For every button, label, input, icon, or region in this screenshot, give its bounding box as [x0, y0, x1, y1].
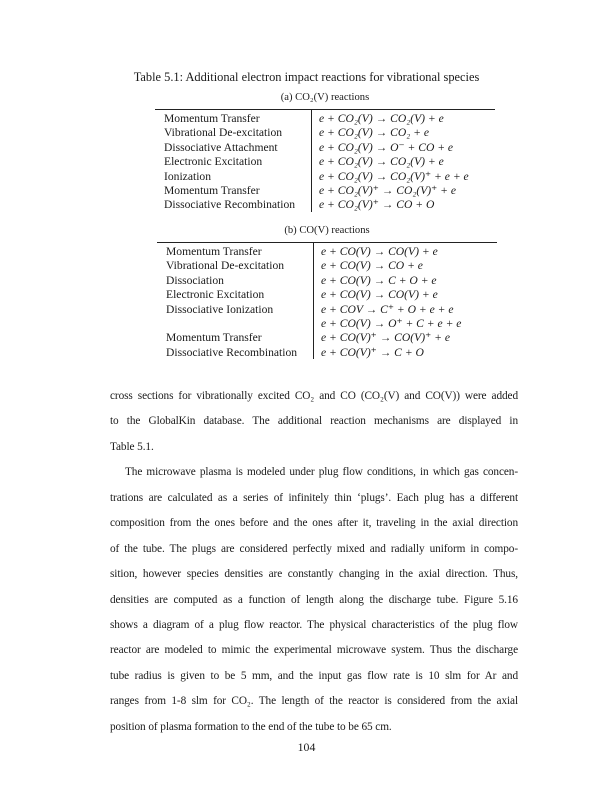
table-row — [155, 155, 495, 169]
text-line: to the GlobalKin database. The additional reaction mechanisms are displayed in — [110, 415, 518, 428]
table-row — [155, 141, 495, 155]
row-reactions — [313, 346, 497, 360]
text-line: position of plasma formation to the end of the tube to be 65 cm. — [110, 720, 392, 733]
reaction-formula: e + CO(V) → C + O + e — [321, 273, 437, 287]
text-line: cross sections for vibrationally excited CO₂ and CO (CO₂(V) and CO(V)) were added — [110, 390, 518, 402]
page-number: 104 — [297, 740, 316, 754]
text-line: ranges from 1-8 slm for CO₂. The length of the reactor is considered from the axial — [110, 695, 518, 708]
text-line: trations are calculated as a series of infinitely thin ‘plugs’. Each plug has a different — [110, 491, 518, 504]
row-label: Momentum Transfer — [164, 184, 260, 198]
reaction-formula: e + CO₂(V) → CO₂(V) + e — [319, 155, 444, 169]
reaction-formula: e + CO₂(V)⁺ → CO + O — [319, 198, 435, 212]
row-reactions — [311, 198, 495, 212]
table-row — [155, 112, 495, 126]
text-line: Table 5.1. — [110, 440, 154, 453]
table-row — [157, 245, 497, 259]
table-row — [157, 331, 497, 345]
reaction-formula: e + CO₂(V) → CO₂(V)⁺ + e + e — [319, 169, 469, 183]
row-label: Momentum Transfer — [164, 112, 260, 125]
row-reactions — [313, 288, 497, 302]
row-label: Dissociative Recombination — [166, 345, 298, 359]
reaction-formula: e + CO(V) → CO(V) + e — [321, 245, 438, 258]
subtable-caption: (a) CO₂(V) reactions — [280, 92, 370, 103]
table-row — [155, 198, 495, 212]
text-line: shows a diagram of a plug flow reactor. The physical characteristics of the plug flow — [110, 618, 518, 631]
reaction-formula: e + CO₂(V)⁺ → CO₂(V)⁺ + e — [319, 184, 457, 198]
row-label: Dissociation — [166, 273, 224, 287]
reaction-formula: e + CO(V) → O⁺ + C + e + e — [321, 317, 462, 331]
row-reactions — [311, 170, 495, 184]
reaction-formula: e + CO₂(V) → O⁻ + CO + e — [319, 140, 454, 154]
row-reactions — [313, 274, 497, 288]
reaction-formula: e + CO₂(V) → CO₂(V) + e — [319, 112, 444, 125]
subtable-rows — [157, 242, 497, 360]
row-reactions — [313, 331, 497, 345]
subtable-a — [155, 92, 495, 213]
table-row — [157, 346, 497, 360]
table-row — [155, 170, 495, 184]
reaction-formula: e + CO(V)⁺ → CO(V)⁺ + e — [321, 331, 450, 345]
row-reactions — [311, 112, 495, 126]
row-label: Dissociative Recombination — [164, 198, 296, 212]
row-reactions — [311, 155, 495, 169]
body-text — [110, 384, 518, 740]
table-row — [157, 303, 497, 332]
table-row — [157, 259, 497, 273]
text-line: reactor are modeled to mimic the experimental microwave system. Thus the discharge — [110, 644, 518, 657]
row-reactions — [311, 126, 495, 140]
row-label: Ionization — [164, 169, 212, 183]
row-reactions — [313, 303, 497, 332]
subtable-b — [157, 225, 497, 360]
row-label: Electronic Excitation — [164, 155, 263, 169]
text-line: sition, however species densities are constantly changing in the axial direction. Thus, — [110, 568, 518, 581]
column-divider — [313, 243, 314, 359]
reaction-formula: e + CO₂(V) → CO₂ + e — [319, 126, 429, 140]
table-row — [155, 126, 495, 140]
text-line: tube radius is given to be 5 mm, and the input gas flow rate is 10 slm for Ar and — [110, 669, 518, 682]
reaction-formula: e + CO(V) → CO + e — [321, 259, 423, 273]
row-reactions — [313, 245, 497, 259]
table-caption: Table 5.1: Additional electron impact reactions for vibrational species — [133, 70, 480, 84]
table-row — [157, 288, 497, 302]
column-divider — [311, 110, 312, 212]
row-label: Dissociative Ionization — [166, 302, 274, 316]
text-line: The microwave plasma is modeled under plug flow conditions, in which gas concen- — [125, 466, 518, 479]
table-row — [157, 274, 497, 288]
subtable-caption: (b) CO(V) reactions — [284, 225, 370, 236]
row-label: Vibrational De-excitation — [166, 259, 285, 273]
row-label: Dissociative Attachment — [164, 140, 278, 154]
row-reactions — [311, 141, 495, 155]
text-line: composition from the ones before and the ones after it, traveling in the axial direction — [110, 517, 518, 530]
reaction-formula: e + CO(V)⁺ → C + O — [321, 345, 424, 359]
subtable-rows — [155, 109, 495, 213]
reaction-formula: e + COV → C⁺ + O + e + e — [321, 302, 454, 316]
reaction-formula: e + CO(V) → CO(V) + e — [321, 288, 438, 302]
row-label: Electronic Excitation — [166, 288, 265, 302]
row-reactions — [311, 184, 495, 198]
row-label: Vibrational De-excitation — [164, 126, 283, 140]
row-label: Momentum Transfer — [166, 331, 262, 345]
text-line: of the tube. The plugs are considered perfectly mixed and radially uniform in compo- — [110, 542, 518, 555]
text-line: densities are computed as a function of length along the discharge tube. Figure 5.16 — [110, 593, 518, 606]
table-row — [155, 184, 495, 198]
row-label: Momentum Transfer — [166, 245, 262, 258]
row-reactions — [313, 259, 497, 273]
